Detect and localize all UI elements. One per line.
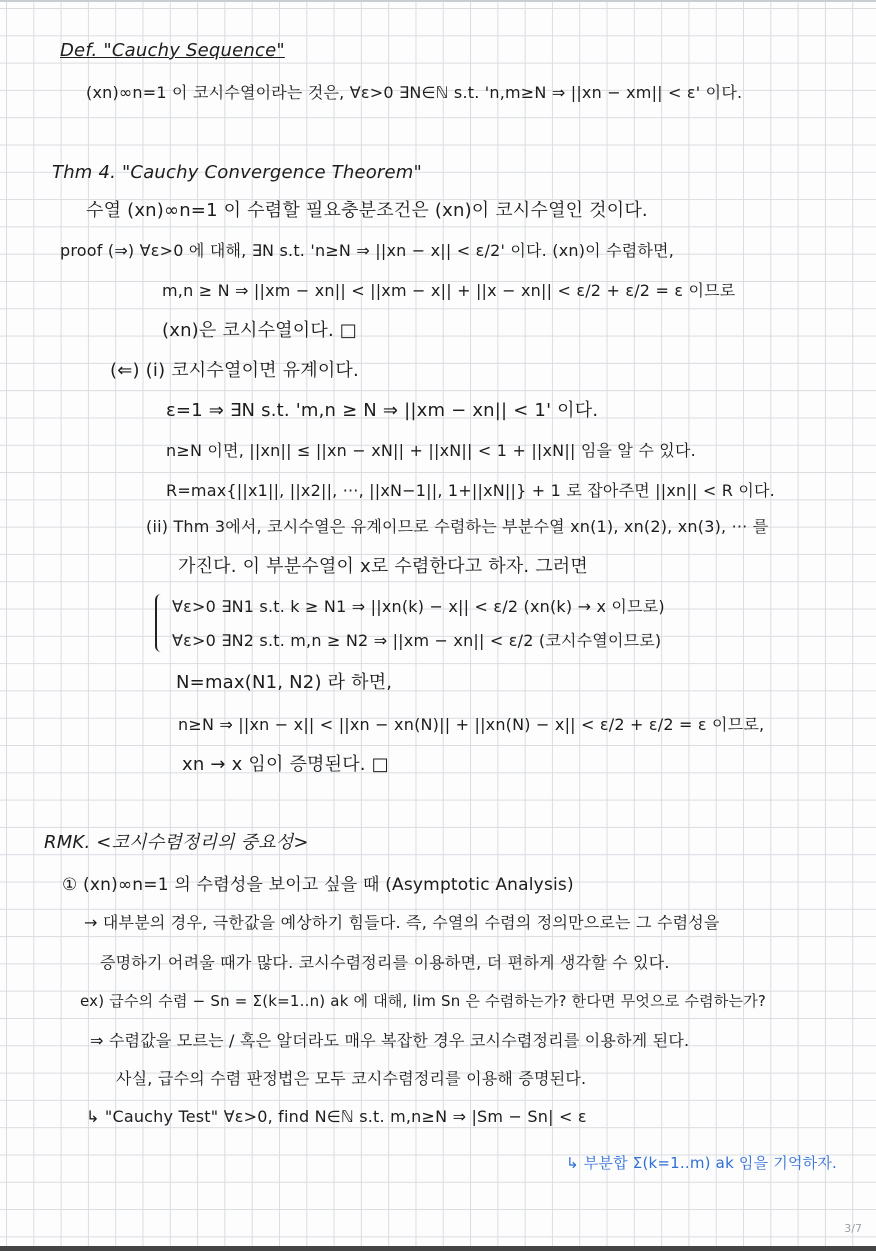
remark-line: 사실, 급수의 수렴 판정법은 모두 코시수렴정리를 이용해 증명된다. bbox=[116, 1069, 587, 1088]
proof-line: N=max(N1, N2) 라 하면, bbox=[176, 672, 393, 693]
proof-line: proof (⇒) ∀ε>0 에 대해, ∃N s.t. 'n≥N ⇒ ||xn − x|| < ε/2' 이다. (xn)이 수렴하면, bbox=[60, 241, 675, 260]
proof-line: (⇐) (i) 코시수열이면 유계이다. bbox=[110, 360, 359, 381]
case-bracket bbox=[155, 594, 165, 652]
remark-title: RMK. <코시수렴정리의 중요성> bbox=[44, 832, 309, 853]
proof-line: n≥N ⇒ ||xn − x|| < ||xn − xn(N)|| + ||xn(N) − x|| < ε/2 + ε/2 = ε 이므로, bbox=[178, 715, 765, 734]
proof-line: (ii) Thm 3에서, 코시수열은 유계이므로 수렴하는 부분수열 xn(1), xn(2), xn(3), ··· 를 bbox=[146, 517, 769, 536]
proof-line: m,n ≥ N ⇒ ||xm − xn|| < ||xm − x|| + ||x − xn|| < ε/2 + ε/2 = ε 이므로 bbox=[162, 281, 736, 300]
definition-title: Def. "Cauchy Sequence" bbox=[60, 40, 285, 61]
remark-line: → 대부분의 경우, 극한값을 예상하기 힘들다. 즉, 수열의 수렴의 정의만으로는 그 수렴성을 bbox=[84, 913, 720, 932]
remark-line: ⇒ 수렴값을 모르는 / 혹은 알더라도 매우 복잡한 경우 코시수렴정리를 이용하게 된다. bbox=[90, 1031, 690, 1050]
remark-line: ① (xn)∞n=1 의 수렴성을 보이고 싶을 때 (Asymptotic Analysis) bbox=[62, 875, 574, 895]
proof-line: ∀ε>0 ∃N1 s.t. k ≥ N1 ⇒ ||xn(k) − x|| < ε/2 (xn(k) → x 이므로) bbox=[172, 597, 665, 616]
remark-line: ex) 급수의 수렴 − Sn = Σ(k=1..n) ak 에 대해, lim Sn 은 수렴하는가? 한다면 무엇으로 수렴하는가? bbox=[80, 992, 767, 1010]
proof-line: 가진다. 이 부분수열이 x로 수렴한다고 하자. 그러면 bbox=[178, 556, 588, 577]
remark-line: ↳ "Cauchy Test" ∀ε>0, find N∈ℕ s.t. m,n≥N ⇒ |Sm − Sn| < ε bbox=[86, 1107, 587, 1126]
theorem-statement: 수열 (xn)∞n=1 이 수렴할 필요충분조건은 (xn)이 코시수열인 것이다. bbox=[86, 200, 648, 221]
bottom-scroll-bar bbox=[0, 1246, 876, 1251]
proof-line: ∀ε>0 ∃N2 s.t. m,n ≥ N2 ⇒ ||xm − xn|| < ε/2 (코시수열이므로) bbox=[172, 631, 662, 650]
page-number: 3/7 bbox=[844, 1222, 862, 1235]
proof-line: n≥N 이면, ||xn|| ≤ ||xn − xN|| + ||xN|| < 1 + ||xN|| 임을 알 수 있다. bbox=[166, 441, 696, 460]
proof-line: xn → x 임이 증명된다. □ bbox=[182, 754, 389, 775]
theorem-title: Thm 4. "Cauchy Convergence Theorem" bbox=[52, 162, 423, 183]
definition-body: (xn)∞n=1 이 코시수열이라는 것은, ∀ε>0 ∃N∈ℕ s.t. 'n,m≥N ⇒ ||xn − xm|| < ε' 이다. bbox=[86, 83, 743, 102]
proof-line: (xn)은 코시수열이다. □ bbox=[162, 320, 357, 341]
proof-line: R=max{||x1||, ||x2||, ···, ||xN−1||, 1+||xN||} + 1 로 잡아주면 ||xn|| < R 이다. bbox=[166, 481, 775, 500]
remark-line: 증명하기 어려울 때가 많다. 코시수렴정리를 이용하면, 더 편하게 생각할 수 있다. bbox=[100, 953, 670, 972]
remark-note-partial-sum: ↳ 부분합 Σ(k=1..m) ak 임을 기억하자. bbox=[566, 1154, 837, 1172]
proof-line: ε=1 ⇒ ∃N s.t. 'm,n ≥ N ⇒ ||xm − xn|| < 1' 이다. bbox=[166, 400, 599, 421]
